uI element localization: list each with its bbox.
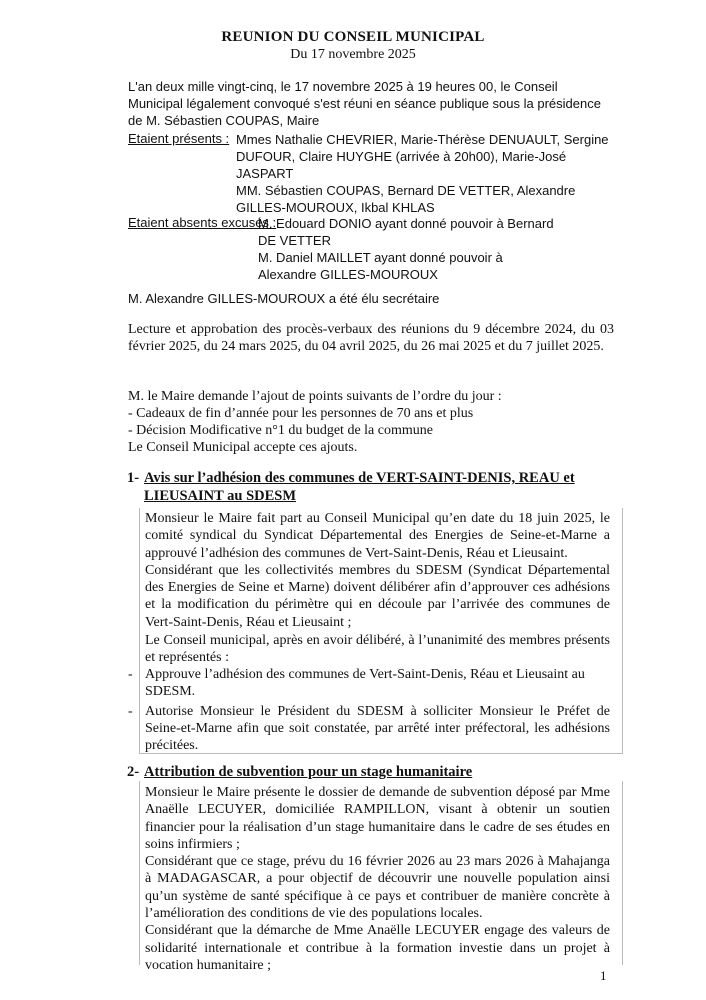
bullet-text: Autorise Monsieur le Président du SDESM à solliciter Monsieur le Préfet de Seine-et-Marne afin que soit constatée, par arrêté inter préfectoral, les adhésions précitées. [145,703,610,754]
agenda-item: - Cadeaux de fin d’année pour les personnes de 70 ans et plus [128,406,474,421]
section-1-bullets [128,666,610,756]
section-2-paragraph [145,784,610,974]
section-number: 1- [127,470,140,486]
section-1-paragraph [145,510,610,631]
s1-p1: Monsieur le Maire fait part au Conseil Municipal qu’en date du 18 juin 2025, le comité syndical du Syndicat Départemental des Energies de Seine-et-Marne a approuvé l’adhésion des communes de Vert-Saint-Denis, Réau et Lieusaint. [145,511,610,561]
approval-paragraph: Lecture et approbation des procès-verbaux des réunions du 9 décembre 2024, du 03 février 2025, du 24 mars 2025, du 04 avril 2025, du 26 mai 2025 et du 7 juillet 2025. [128,322,614,354]
section-number: 2- [127,764,140,780]
s2-p2: Considérant que ce stage, prévu du 16 février 2026 au 23 mars 2026 à Mahajanga à MADAGASCAR, a pour objectif de découvrir une nouvelle population ainsi qu’un système de santé spécifique à ce pays et contribuer de manière concrète à l’amélioration des conditions de vie des populations locales. [145,854,610,922]
list-item [128,666,610,701]
agenda-accept: Le Conseil Municipal accepte ces ajouts. [128,440,358,455]
section-title-text: Attribution de subvention pour un stage humanitaire [144,764,473,780]
s1-p2: Considérant que les collectivités membres du SDESM (Syndicat Départemental des Energies de Seine et Marne) doivent délibérer afin d’approuver ces adhésions et la modification du périmètre qui en découle par l’arrivée des communes de Vert-Saint-Denis, Réau et Lieusaint ; [145,562,610,630]
absents-list [258,215,558,283]
meeting-date: Du 17 novembre 2025 [290,47,416,62]
absent-donio: M. Edouard DONIO ayant donné pouvoir à Bernard DE VETTER [258,216,554,248]
page-number: 1 [600,968,607,983]
presents-list [236,131,616,216]
absents-label: Etaient absents excusés : [128,215,277,230]
agenda-intro: M. le Maire demande l’ajout de points suivants de l’ordre du jour : [128,389,502,404]
section-1-decision: Le Conseil municipal, après en avoir délibéré, à l’unanimité des membres présents et représentés : [145,633,610,666]
secretary-line: M. Alexandre GILLES-MOUROUX a été élu secrétaire [128,291,440,306]
agenda-item: - Décision Modificative n°1 du budget de la commune [128,423,433,438]
bullet-dash: - [128,667,133,682]
agenda-block [128,388,612,456]
section-title-text: Avis sur l’adhésion des communes de VERT-SAINT-DENIS, REAU et LIEUSAINT au SDESM [144,470,575,504]
bullet-dash: - [128,703,133,719]
absent-maillet: M. Daniel MAILLET ayant donné pouvoir à Alexandre GILLES-MOUROUX [258,250,503,282]
list-item [128,703,610,755]
intro-paragraph: L'an deux mille vingt-cinq, le 17 novembre 2025 à 19 heures 00, le Conseil Municipal légalement convoqué s'est réuni en séance publique sous la présidence de M. Sébastien COUPAS, Maire [128,79,601,128]
bullet-text: Approuve l’adhésion des communes de Vert-Saint-Denis, Réau et Lieusaint au SDESM. [145,667,585,700]
presents-mmes: Mmes Nathalie CHEVRIER, Marie-Thérèse DENUAULT, Sergine DUFOUR, Claire HUYGHE (arrivée à 20h00), Marie-José JASPART [236,132,609,181]
page-title: REUNION DU CONSEIL MUNICIPAL [221,29,485,45]
presents-mm: MM. Sébastien COUPAS, Bernard DE VETTER, Alexandre GILLES-MOUROUX, Ikbal KHLAS [236,183,576,215]
s2-p3: Considérant que la démarche de Mme Anaëlle LECUYER engage des valeurs de solidarité internationale et contribue à la formation investie dans un projet à vocation humanitaire ; [145,923,610,973]
presents-label: Etaient présents : [128,131,230,146]
s2-p1: Monsieur le Maire présente le dossier de demande de subvention déposé par Mme Anaëlle LECUYER, domiciliée RAMPILLON, visant à obtenir un soutien financier pour la réalisation d’un stage humanitaire dans le cadre de ses études en soins infirmiers ; [145,785,610,852]
